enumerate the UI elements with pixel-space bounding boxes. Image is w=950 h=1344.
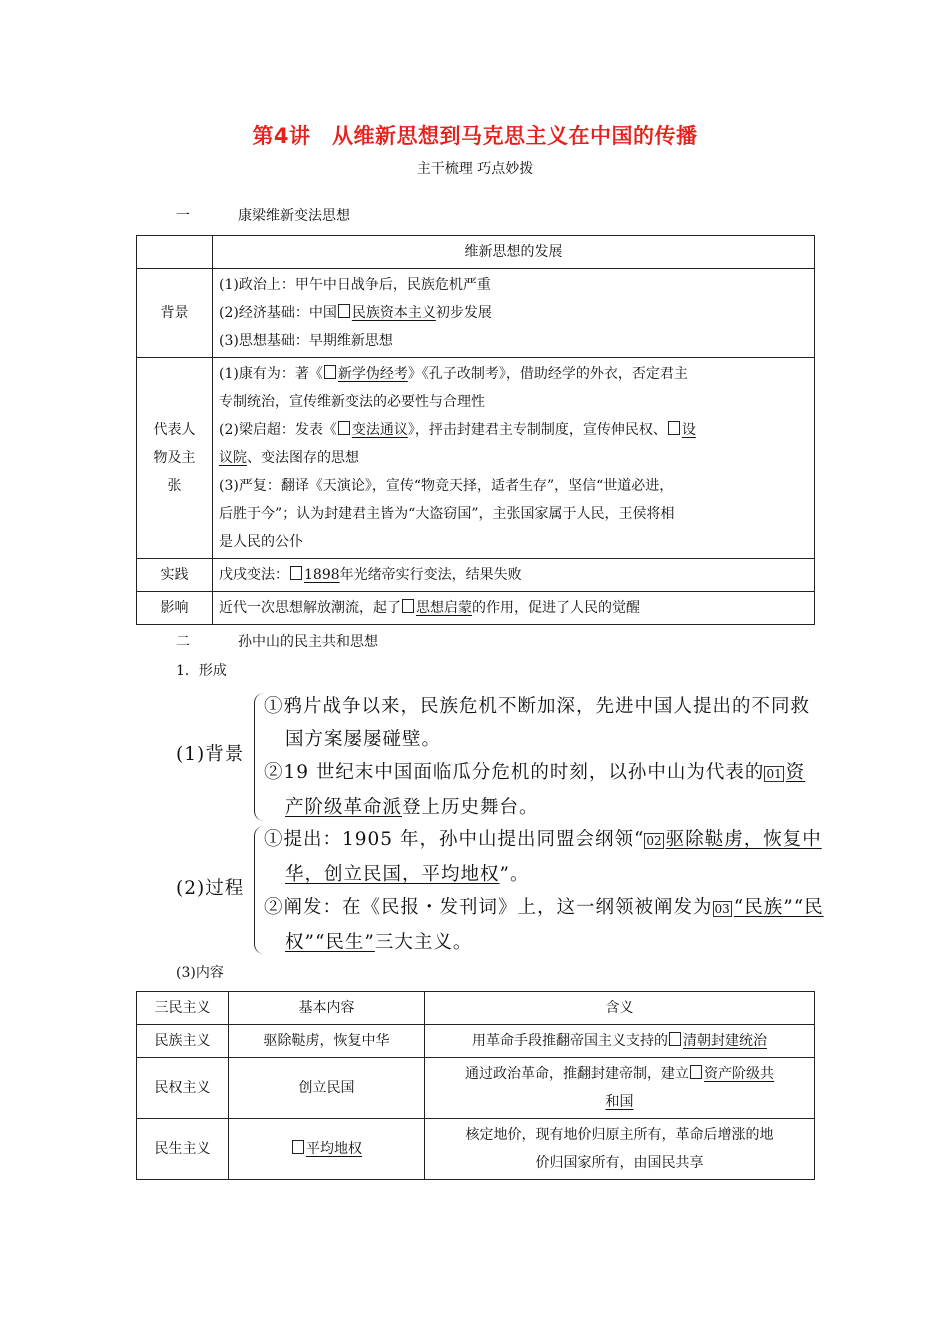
text: 三大主义。 [374,932,473,953]
yan-line-3: 是人民的公仆 [219,534,303,550]
blank-number-badge: 01 [766,767,782,781]
row-label-background: 背景 [137,269,213,358]
table-row [137,1119,815,1180]
answer-box-icon [292,1140,304,1154]
text: (1)康有为：著《 [219,366,323,382]
label-part: 代表人 [153,422,196,438]
proc-point-1-line-1 [264,823,864,858]
reform-thought-table [136,235,815,625]
table-row [137,236,815,269]
yan-line-1: (3)严复：翻译《天演论》，宣传“物竞天择，适者生存”，坚信“世道必进， [219,478,674,494]
principle-name: 民生主义 [137,1119,229,1180]
text: ②阐发：在《民报・发刊词》上，这一纲领被阐发为 [264,897,713,918]
practice-content [213,559,815,592]
key-term: 平均地权 [306,1141,362,1157]
kang-line-1 [219,360,808,388]
bg-point-1-line-2: 国方案屡屡碰壁。 [285,729,442,750]
table-row-representatives [137,358,815,559]
text: (2)经济基础：中国 [219,305,337,321]
text: 年光绪帝实行变法，结果失败 [339,567,522,583]
meaning-line-2 [431,1088,808,1116]
process-label: (2)过程 [176,878,245,899]
principle-content: 驱除鞑虏，恢复中华 [229,1025,425,1058]
proc-point-1-line-2 [264,858,864,891]
yan-line-2: 后胜于今”；认为封建君主皆为“大盗窃国”，主张国家属于人民，王侯将相 [219,506,675,522]
key-term: 设 [681,422,696,438]
table-cell [137,236,213,269]
text: 登上历史舞台。 [402,797,539,818]
blank-number-badge: 03 [714,902,730,916]
key-term: 思想启蒙 [416,600,472,616]
header-meaning: 含义 [425,992,815,1025]
answer-box-icon [668,421,680,435]
header-principle: 三民主义 [137,992,229,1025]
section-2-number: 二 [176,634,190,650]
principle-meaning [425,1058,815,1119]
table-row-background [137,269,815,358]
section-1-number: 一 [176,208,190,224]
key-term: “民族”“民 [733,897,824,918]
section-1-heading [176,205,350,225]
key-term: 变法通议 [351,422,408,438]
key-term: 民族资本主义 [351,305,436,321]
blank-number-badge: 02 [646,834,662,848]
text: 近代一次思想解放潮流，起了 [219,600,401,616]
answer-box-icon [338,304,350,318]
text: 的作用，促进了人民的觉醒 [472,600,640,616]
row-label-influence: 影响 [137,592,213,625]
key-term: 1898 [304,567,340,583]
principle-content: 创立民国 [229,1058,425,1119]
bg-point-2-line-2 [264,791,864,824]
bg-line-1: (1)政治上：甲午中日战争后，民族危机严重 [219,277,491,293]
subsection-content: (3)内容 [176,965,224,981]
text: (2)梁启超：发表《 [219,422,337,438]
label-part: 张 [167,478,182,494]
key-term: 资 [785,762,806,783]
text: ①提出：1905 年，孙中山提出同盟会纲领“ [264,829,645,850]
meaning-line-1: 核定地价，现有地价归原主所有，革命后增涨的地 [465,1127,774,1143]
text: ②19 世纪末中国面临瓜分危机的时刻，以孙中山为代表的 [264,762,765,783]
principle-meaning [425,1119,815,1180]
liang-line-2 [219,444,808,472]
table-row [137,1025,815,1058]
table-header-row [137,992,815,1025]
row-label-practice: 实践 [137,559,213,592]
text: 初步发展 [435,305,492,321]
row-label-representatives [137,358,213,559]
text: 通过政治革命，推翻封建帝制，建立 [465,1066,689,1082]
text: 用革命手段推翻帝国主义支持的 [472,1033,668,1049]
principle-name: 民权主义 [137,1058,229,1119]
key-term: 和国 [605,1094,634,1110]
three-principles-table [136,991,815,1180]
answer-box-icon [290,566,302,580]
key-term: 资产阶级共 [704,1066,774,1082]
liang-line-1 [219,416,808,444]
text: 》，抨击封建君主专制制度，宣传伸民权、 [407,422,667,438]
table-header-cell: 维新思想的发展 [213,236,815,269]
principle-meaning [425,1025,815,1058]
key-term: 清朝封建统治 [683,1033,767,1049]
key-term: 新学伪经考 [337,366,408,382]
background-label: (1)背景 [176,744,245,765]
subsection-formation: 1．形成 [176,663,227,679]
key-term: 驱除鞑虏，恢复中 [665,829,822,850]
key-term: 议院 [219,450,247,466]
answer-box-icon [690,1065,702,1079]
background-points [264,690,864,824]
principle-content [229,1119,425,1180]
answer-box-icon [324,365,336,379]
answer-box-icon [402,599,414,613]
text: 》《孔子改制考》，借助经学的外衣，否定君主 [407,366,688,382]
table-row-practice [137,559,815,592]
page-title: 第4讲 从维新思想到马克思主义在中国的传播 [252,124,698,148]
text: ”。 [499,864,530,885]
background-content [213,269,815,358]
process-points [264,823,864,959]
principle-name: 民族主义 [137,1025,229,1058]
bg-point-2-line-1 [264,756,864,791]
label-part: 物及主 [153,450,196,466]
section-2-title: 孙中山的民主共和思想 [238,634,378,650]
table-row-influence [137,592,815,625]
text: 戊戌变法： [219,567,289,583]
influence-content [213,592,815,625]
section-2-heading [176,631,378,651]
page-subtitle: 主干梳理 巧点妙拨 [416,161,534,177]
meaning-line-1 [431,1060,808,1088]
kang-line-2: 专制统治，宣传维新变法的必要性与合理性 [219,394,485,410]
meaning-line-2: 价归国家所有，由国民共享 [535,1155,704,1171]
bg-line-3: (3)思想基础：早期维新思想 [219,333,393,349]
table-row [137,1058,815,1119]
text: 、变法图存的思想 [247,450,359,466]
key-term: 权”“民生” [285,932,375,953]
key-term: 产阶级革命派 [285,797,403,818]
answer-box-icon [669,1032,681,1046]
bg-line-2 [219,299,808,327]
section-1-title: 康梁维新变法思想 [238,208,350,224]
proc-point-2-line-1 [264,891,864,926]
bg-point-1-line-1: ①鸦片战争以来，民族危机不断加深，先进中国人提出的不同救 [264,696,811,717]
answer-box-icon [338,421,350,435]
key-term: 华，创立民国，平均地权 [285,864,500,885]
header-content: 基本内容 [229,992,425,1025]
proc-point-2-line-2 [264,926,864,959]
representatives-content [213,358,815,559]
